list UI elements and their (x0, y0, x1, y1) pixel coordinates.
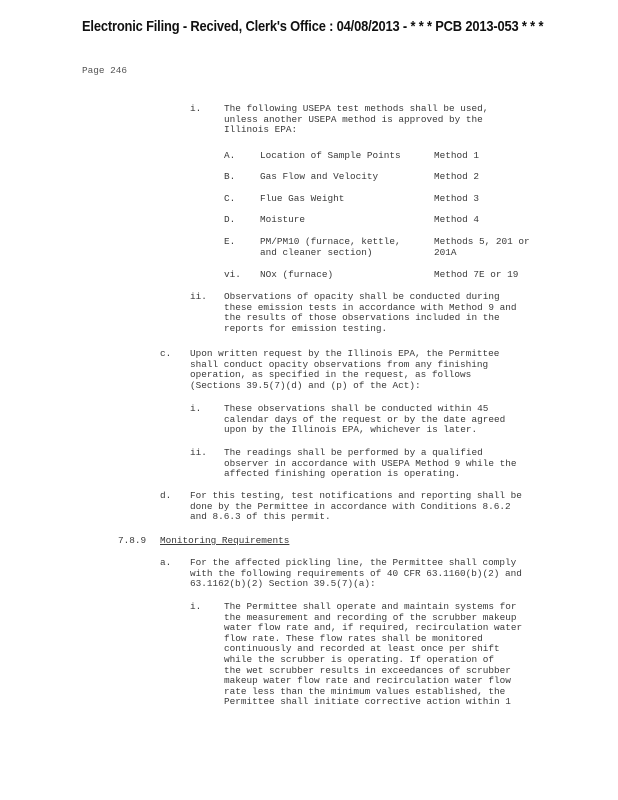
item-c-i-text (224, 404, 505, 436)
item-i-number: i. (190, 103, 202, 114)
text-line: upon by the Illinois EPA, whichever is later. (224, 424, 478, 436)
item-ii-number: ii. (190, 291, 207, 302)
text-line: makeup water flow rate and recirculation water flow (224, 675, 511, 687)
item-c-ii-number: ii. (190, 447, 207, 458)
method-letter: D. (224, 214, 236, 225)
method-ref: Methods 5, 201 or (434, 236, 530, 247)
text-line: observer in accordance with USEPA Method 9 while the (224, 457, 517, 469)
text-line: rate less than the minimum values established, the (224, 685, 506, 697)
item-i-text (224, 104, 488, 136)
text-line: For this testing, test notifications and reporting shall be (190, 490, 522, 501)
text-line: flow rate. These flow rates shall be monitored (224, 632, 483, 644)
method-name: Location of Sample Points (260, 150, 401, 161)
text-line: unless another USEPA method is approved by the (224, 113, 483, 125)
text-line: calendar days of the request or by the date agreed (224, 413, 506, 425)
text-line: These observations shall be conducted within 45 (224, 403, 489, 414)
item-a-text (190, 558, 522, 590)
method-name: Flue Gas Weight (260, 193, 345, 204)
text-line: operation, as specified in the request, as follows (190, 369, 472, 381)
item-c-ii-text (224, 448, 517, 480)
text-line: these emission tests in accordance with Method 9 and (224, 301, 517, 313)
item-d-number: d. (160, 490, 172, 501)
text-line: The following USEPA test methods shall be used, (224, 103, 489, 114)
method-name-cont: and cleaner section) (260, 247, 373, 258)
method-letter: E. (224, 236, 236, 247)
page-label: Page 246 (82, 65, 128, 76)
method-ref: Method 4 (434, 214, 480, 225)
text-line: done by the Permittee in accordance with Conditions 8.6.2 (190, 500, 511, 512)
text-line: the results of those observations included in the (224, 312, 500, 324)
text-line: The Permittee shall operate and maintain systems for (224, 601, 517, 612)
method-letter: A. (224, 150, 236, 161)
text-line: affected finishing operation is operating. (224, 468, 461, 480)
method-letter: vi. (224, 269, 241, 280)
item-c-text (190, 349, 499, 391)
item-a-i-text (224, 602, 522, 708)
method-name: Gas Flow and Velocity (260, 171, 379, 182)
text-line: while the scrubber is operating. If operation of (224, 653, 495, 665)
method-ref: Method 2 (434, 171, 480, 182)
text-line: (Sections 39.5(7)(d) and (p) of the Act): (190, 379, 421, 391)
text-line: reports for emission testing. (224, 322, 388, 334)
text-line: shall conduct opacity observations from any finishing (190, 358, 489, 370)
method-ref: Method 7E or 19 (434, 269, 519, 280)
text-line: Permittee shall initiate corrective action within 1 (224, 696, 511, 708)
text-line: the measurement and recording of the scrubber makeup (224, 611, 517, 623)
section-title: Monitoring Requirements (160, 535, 290, 546)
item-c-i-number: i. (190, 403, 202, 414)
method-ref: Method 3 (434, 193, 480, 204)
item-c-number: c. (160, 348, 172, 359)
text-line: Illinois EPA: (224, 124, 298, 136)
text-line: and 8.6.3 of this permit. (190, 511, 331, 523)
text-line: 63.1162(b)(2) Section 39.5(7)(a): (190, 578, 376, 590)
text-line: water flow rate and, if required, recirculation water (224, 622, 523, 634)
method-name: Moisture (260, 214, 306, 225)
method-name: PM/PM10 (furnace, kettle, (260, 236, 401, 247)
text-line: with the following requirements of 40 CFR 63.1160(b)(2) and (190, 567, 522, 579)
method-ref-cont: 201A (434, 247, 457, 258)
text-line: The readings shall be performed by a qualified (224, 447, 483, 458)
method-letter: C. (224, 193, 236, 204)
item-a-number: a. (160, 557, 172, 568)
method-letter: B. (224, 171, 236, 182)
section-number: 7.8.9 (118, 535, 147, 546)
text-line: Upon written request by the Illinois EPA, the Permittee (190, 348, 500, 359)
text-line: For the affected pickling line, the Permittee shall comply (190, 557, 517, 568)
text-line: the wet scrubber results in exceedances of scrubber (224, 664, 511, 676)
item-ii-text (224, 292, 517, 334)
method-name: NOx (furnace) (260, 269, 334, 280)
method-ref: Method 1 (434, 150, 480, 161)
item-a-i-number: i. (190, 601, 202, 612)
filing-header: Electronic Filing - Recived, Clerk's Office : 04/08/2013 - * * * PCB 2013-053 * * * (82, 18, 544, 35)
item-d-text (190, 491, 522, 523)
text-line: continuously and recorded at least once per shift (224, 643, 500, 655)
text-line: Observations of opacity shall be conducted during (224, 291, 500, 302)
